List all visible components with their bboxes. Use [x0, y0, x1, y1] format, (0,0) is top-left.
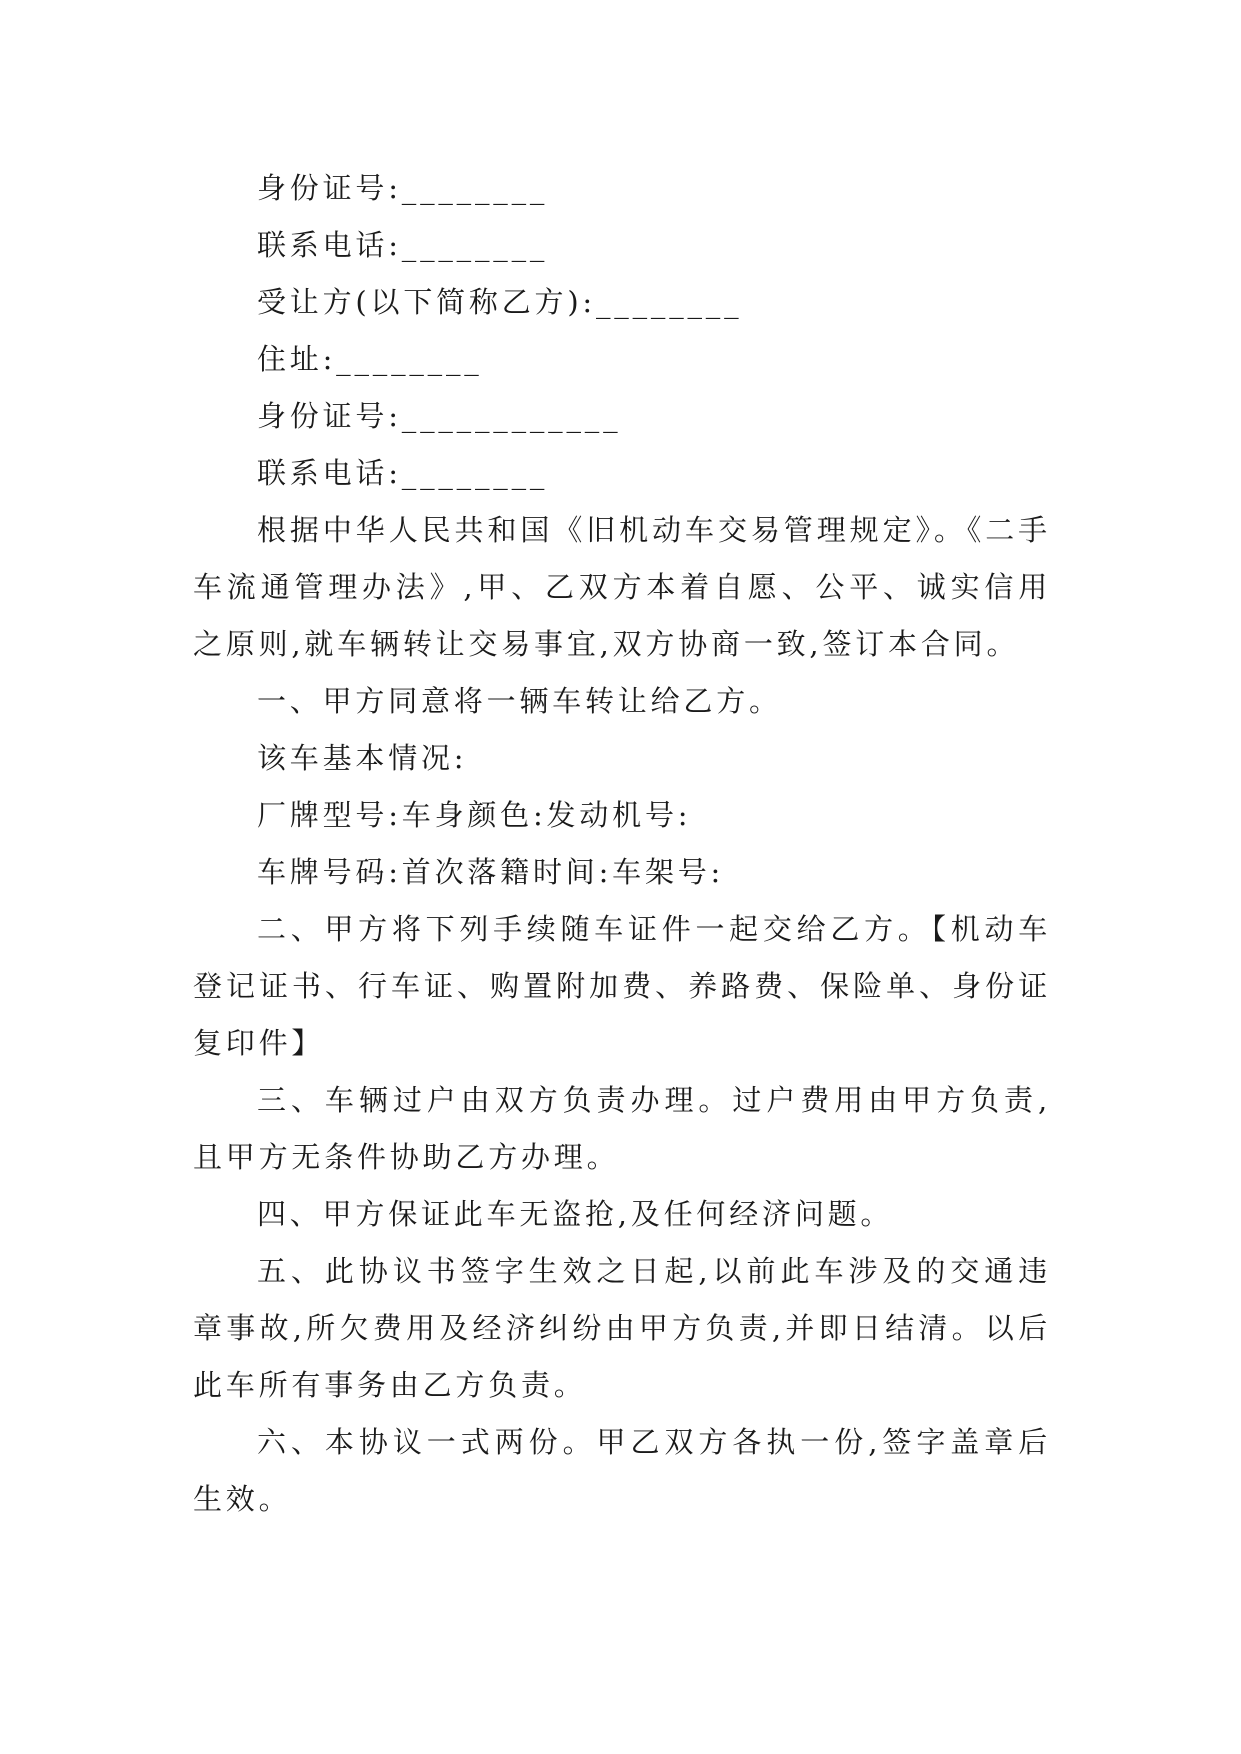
vehicle-info-line-1: 厂牌型号:车身颜色:发动机号: [257, 798, 692, 832]
buyer-address-field: 住址:________ [257, 342, 483, 376]
preamble-paragraph: 根据中华人民共和国《旧机动车交易管理规定》。《二手车流通管理办法》,甲、乙双方本着自愿、公平、诚实信用之原则,就车辆转让交易事宜,双方协商一致,签订本合同。 [193, 513, 1051, 661]
buyer-name-field: 受让方(以下简称乙方):________ [257, 285, 743, 319]
seller-id-number-field: 身份证号:________ [257, 171, 549, 205]
vehicle-info-heading: 该车基本情况: [257, 741, 468, 775]
buyer-phone-field: 联系电话:________ [257, 456, 549, 490]
seller-phone-field: 联系电话:________ [257, 228, 549, 262]
clause-5-paragraph: 五、此协议书签字生效之日起,以前此车涉及的交通违章事故,所欠费用及经济纠纷由甲方负责,并即日结清。以后此车所有事务由乙方负责。 [193, 1254, 1051, 1402]
buyer-id-number-field: 身份证号:____________ [257, 399, 622, 433]
clause-4-paragraph: 四、甲方保证此车无盗抢,及任何经济问题。 [257, 1197, 894, 1231]
clause-1-paragraph: 一、甲方同意将一辆车转让给乙方。 [257, 684, 782, 718]
clause-6-paragraph: 六、本协议一式两份。甲乙双方各执一份,签字盖章后生效。 [193, 1425, 1051, 1516]
contract-body [193, 160, 1051, 1528]
clause-2-paragraph: 二、甲方将下列手续随车证件一起交给乙方。【机动车登记证书、行车证、购置附加费、养路费、保险单、身份证复印件】 [193, 912, 1051, 1060]
clause-3-paragraph: 三、车辆过户由双方负责办理。过户费用由甲方负责,且甲方无条件协助乙方办理。 [193, 1083, 1051, 1174]
vehicle-info-line-2: 车牌号码:首次落籍时间:车架号: [257, 855, 725, 889]
